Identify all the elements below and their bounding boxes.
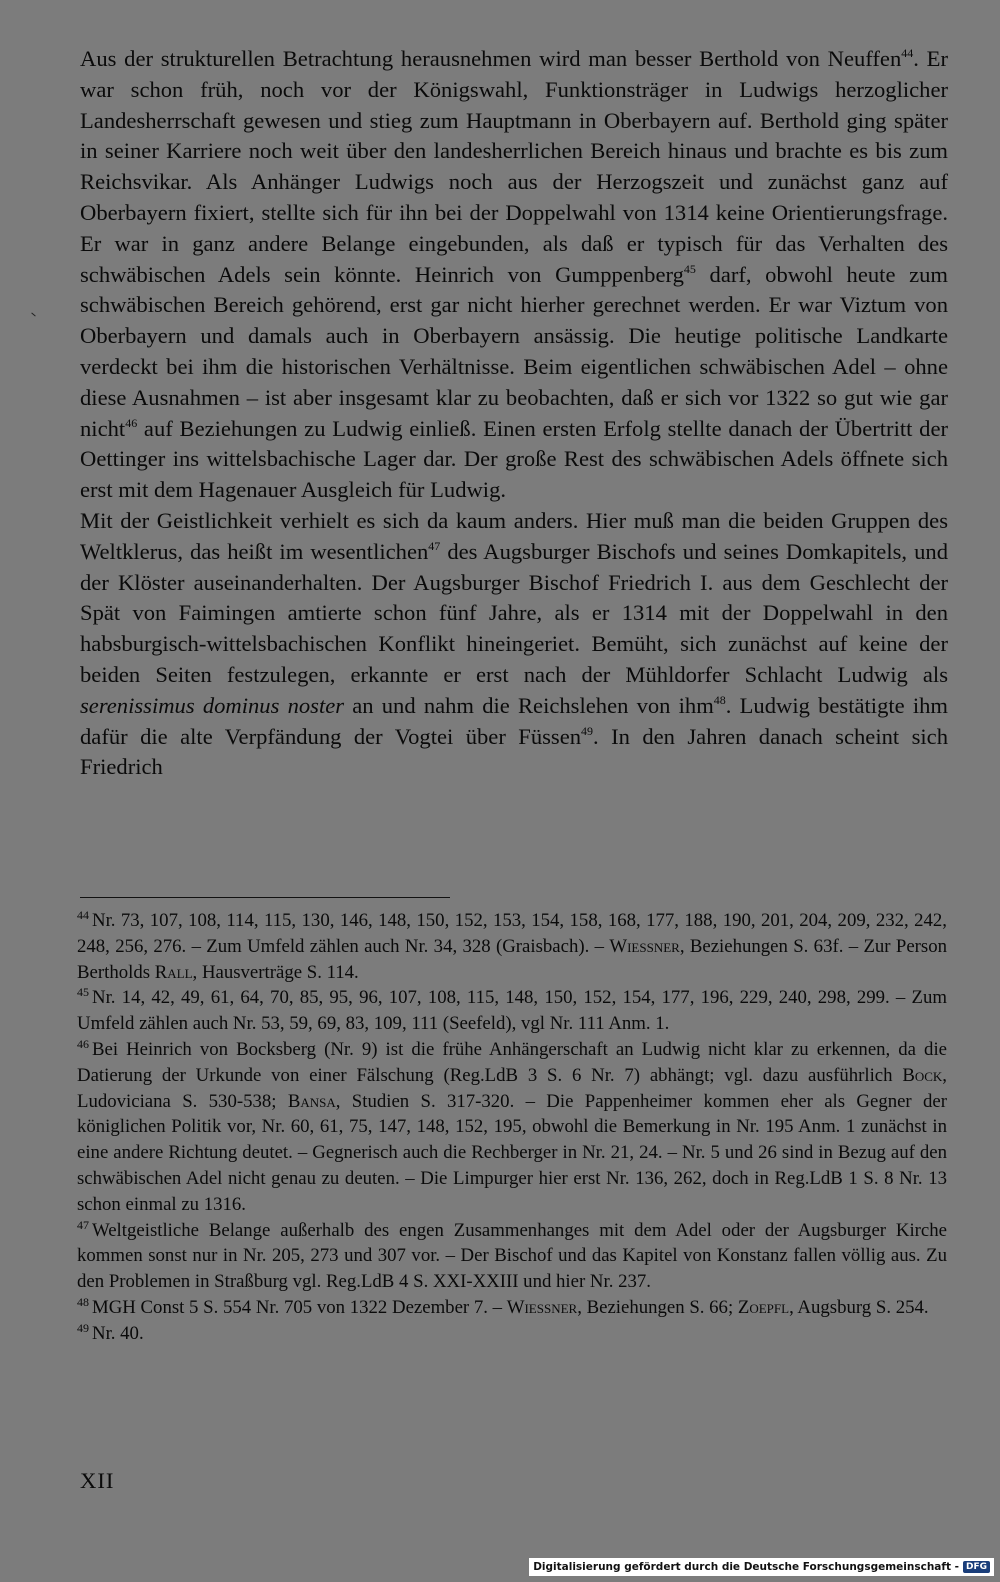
text-run: . Er war schon früh, noch vor der Königswahl, Funktionsträger in Ludwigs herzoglicher Landesherrschaft gewesen und stieg zum Hauptmann in Oberbayern auf. Berthold ging später in seiner Karriere noch weit über den landesherrlichen Bereich hinaus und brachte es bis zum Reichsvikar. Als Anhänger Ludwigs noch aus der Herzogszeit und zunächst ganz auf Oberbayern fixiert, stellte sich für ihn bei der Doppelwahl von 1314 keine Orientierungsfrage. Er war in ganz andere Belange eingebunden, als daß er typisch für das Verhalten des schwäbischen Adels sein könnte. Heinrich von Gumppenberg	[80, 46, 948, 287]
text-run: . In den Jahren danach scheint sich Friedrich	[80, 723, 948, 780]
text-run: Aus der strukturellen Betrachtung herausnehmen wird man besser Berthold von Neuffen	[80, 46, 902, 71]
author-name: Zoepfl	[737, 1296, 790, 1318]
footnote-ref-48[interactable]: 48	[713, 692, 726, 707]
footnotes	[77, 908, 947, 1347]
text-run: , Hausverträge S. 114.	[192, 961, 359, 983]
author-name: Bock	[902, 1064, 943, 1086]
text-run: MGH Const 5 S. 554 Nr. 705 von 1322 Dezember 7. –	[92, 1296, 507, 1318]
text-run: Mit der Geistlichkeit verhielt es sich da kaum anders. Hier muß man die beiden Gruppen des Weltklerus, das heißt im wesentlichen	[80, 507, 948, 564]
paragraph-1	[80, 44, 948, 506]
latin-phrase: serenissimus dominus noster	[80, 692, 345, 718]
dfg-logo-icon: DFG	[963, 1561, 990, 1573]
footnote-number: 44	[77, 908, 89, 922]
credit-text: Digitalisierung gefördert durch die Deutsche Forschungsgemeinschaft -	[533, 1561, 959, 1573]
paragraph-2	[80, 506, 948, 783]
footnote-ref-46[interactable]: 46	[125, 415, 138, 430]
scan-mark	[31, 313, 35, 317]
main-text	[80, 44, 948, 783]
page-number: XII	[80, 1468, 115, 1493]
footnote-divider	[80, 897, 450, 898]
text-run: auf Beziehungen zu Ludwig einließ. Einen ersten Erfolg stellte danach der Übertritt der Oettinger ins wittelsbachische Lager dar. Der große Rest des schwäbischen Adels öffnete sich erst mit dem Hagenauer Ausgleich für Ludwig.	[80, 415, 948, 503]
author-name: Bansa	[287, 1090, 336, 1112]
text-run: , Augsburg S. 254.	[789, 1296, 929, 1318]
footnote-ref-47[interactable]: 47	[428, 538, 441, 553]
text-run: , Ludoviciana S. 530-538;	[77, 1064, 947, 1112]
text-run: Weltgeistliche Belange außerhalb des engen Zusammenhanges mit dem Adel oder der Augsburger Kirche kommen sonst nur in Nr. 205, 273 und 307 vor. – Der Bischof und das Kapitel von Konstanz fallen völlig aus. Zu den Problemen in Straßburg vgl. Reg.LdB 4 S. XXI-XXIII und hier Nr. 237.	[77, 1219, 947, 1293]
text-run: , Beziehungen S. 63f. – Zur Person Bertholds	[77, 935, 948, 983]
footnote-number: 49	[77, 1320, 89, 1335]
footnote-46	[77, 1037, 947, 1218]
text-run: . Ludwig bestätigte ihm dafür die alte Verpfändung der Vogtei über Füssen	[80, 692, 948, 749]
footnote-ref-45[interactable]: 45	[683, 261, 696, 276]
text-run: an und nahm die Reichslehen von ihm	[344, 692, 714, 718]
author-name: Rall	[154, 961, 193, 983]
text-run: Nr. 40.	[92, 1322, 144, 1344]
text-run: Bei Heinrich von Bocksberg (Nr. 9) ist die frühe Anhängerschaft an Ludwig nicht klar zu erkennen, da die Datierung der Urkunde von einer Fälschung (Reg.LdB 3 S. 6 Nr. 7) abhängt; vgl. dazu ausführlich	[77, 1038, 947, 1086]
footnote-ref-44[interactable]: 44	[901, 46, 914, 60]
footnote-49	[77, 1321, 947, 1347]
footnote-48	[77, 1295, 947, 1321]
footnote-47	[77, 1218, 947, 1295]
footnote-number: 48	[77, 1294, 89, 1309]
footnote-number: 46	[77, 1036, 89, 1051]
footnote-45	[77, 985, 947, 1037]
text-run: des Augsburger Bischofs und seines Domkapitels, und der Klöster auseinanderhalten. Der Augsburger Bischof Friedrich I. aus dem Geschlecht der Spät von Faimingen amtierte schon fünf Jahre, als er 1314 mit der Doppelwahl in den habsburgisch-wittelsbachischen Konflikt hineingeriet. Bemüht, sich zunächst auf keine der beiden Seiten festzulegen, erkannte er erst nach der Mühldorfer Schlacht Ludwig als	[80, 538, 948, 687]
footnote-number: 45	[77, 985, 89, 1000]
text-run: , Beziehungen S. 66;	[577, 1296, 738, 1318]
author-name: Wiessner	[506, 1296, 578, 1318]
footnote-ref-49[interactable]: 49	[581, 723, 594, 738]
footnote-number: 47	[77, 1217, 89, 1232]
digitization-credit	[529, 1558, 994, 1576]
text-run: Nr. 14, 42, 49, 61, 64, 70, 85, 95, 96, 107, 108, 115, 148, 150, 152, 154, 177, 196, 229, 240, 298, 299. – Zum Umfeld zählen auch Nr. 53, 59, 69, 83, 109, 111 (Seefeld), vgl Nr. 111 Anm. 1.	[77, 987, 947, 1035]
text-run: darf, obwohl heute zum schwäbischen Bereich gehörend, erst gar nicht hierher gerechnet werden. Er war Viztum von Oberbayern und damals auch in Oberbayern ansässig. Die heutige politische Landkarte verdeckt bei ihm die historischen Verhältnisse. Beim eigentlichen schwäbischen Adel – ohne diese Ausnahmen – ist aber insgesamt klar zu beobachten, daß er sich vor 1322 so gut wie gar nicht	[80, 261, 948, 441]
text-run: Nr. 73, 107, 108, 114, 115, 130, 146, 148, 150, 152, 153, 154, 158, 168, 177, 188, 190, 201, 204, 209, 232, 242, 248, 256, 276. – Zum Umfeld zählen auch Nr. 34, 328 (Graisbach). –	[77, 910, 947, 957]
text-run: , Studien S. 317-320. – Die Pappenheimer kommen eher als Gegner der königlichen Politik vor, Nr. 60, 61, 75, 147, 148, 152, 195, obwohl die Bemerkung in Nr. 195 Anm. 1 zunächst in eine andere Richtung deutet. – Gegnerisch auch die Rechberger in Nr. 21, 24. – Nr. 5 und 26 sind in Bezug auf den schwäbischen Adel nicht genau zu deuten. – Die Limpurger hier erst Nr. 136, 262, doch in Reg.LdB 1 S. 8 Nr. 13 schon einmal zu 1316.	[77, 1090, 947, 1215]
footnote-44	[77, 908, 947, 985]
author-name: Wiessner	[609, 935, 680, 957]
